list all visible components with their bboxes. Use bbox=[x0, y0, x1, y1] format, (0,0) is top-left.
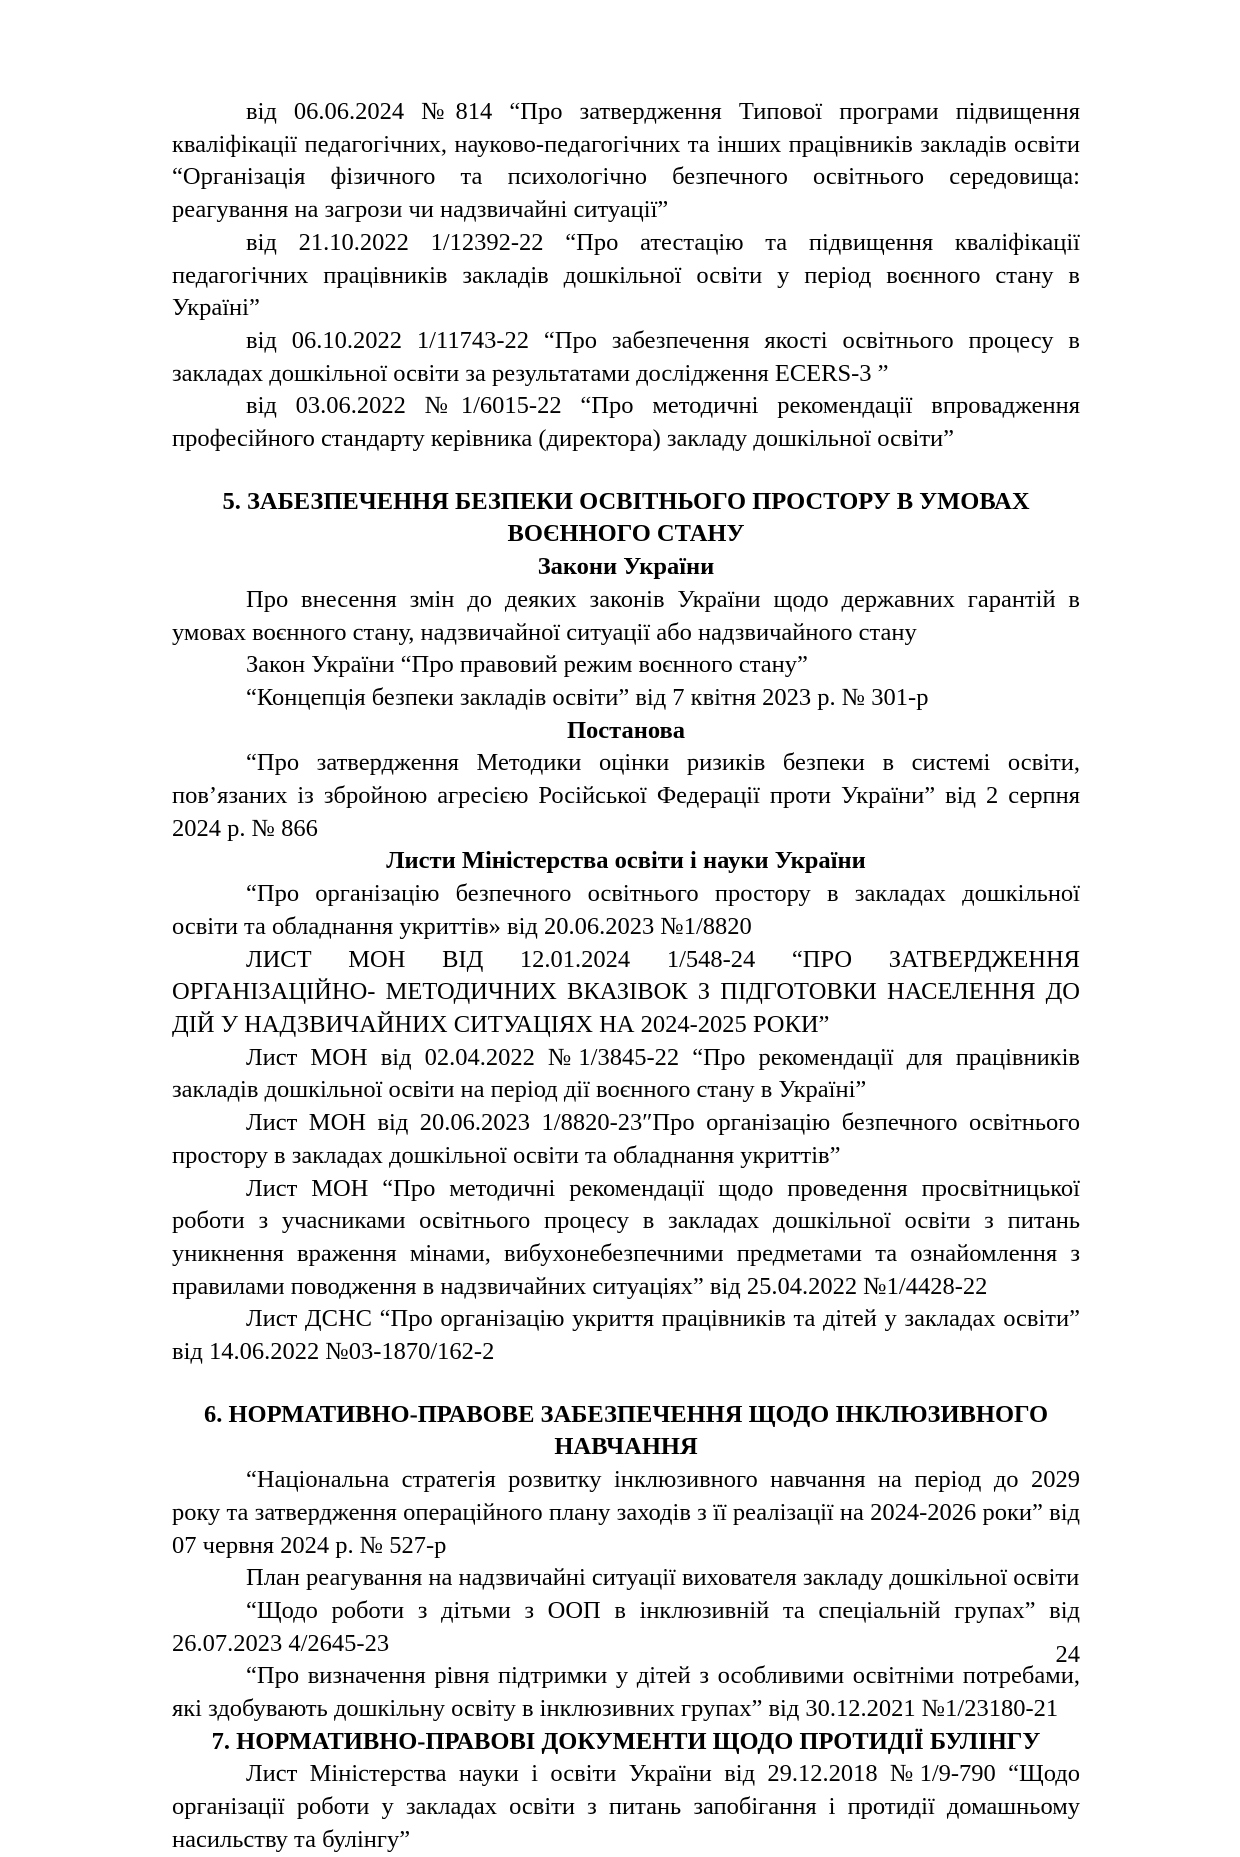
paragraph-letter-dsns: Лист ДСНС “Про організацію укриття працівників та дітей у закладах освіти” від 14.06.2022 №03-1870/162-2 bbox=[172, 1305, 1080, 1366]
paragraph-letter-4428-22: Лист МОН “Про методичні рекомендації щодо проведення просвітницької роботи з учасниками освітнього процесу в закладах дошкільної освіти з питань уникнення враження мінами, вибухонебезпечними предметами та ознайомлення з правилами поводження в надзвичайних ситуаціях” від 25.04.2022 №1/4428-22 bbox=[172, 1174, 1080, 1300]
paragraph-letter-1-8820: “Про організацію безпечного освітнього простору в закладах дошкільної освіти та обладнання укриттів» від 20.06.2023 №1/8820 bbox=[172, 880, 1080, 940]
paragraph-letter-3845-22: Лист МОН від 02.04.2022 №1/3845-22 “Про рекомендації для працівників закладів дошкільної освіти на період дії воєнного стану в Україні” bbox=[172, 1043, 1080, 1104]
paragraph-oop-2645-23: “Щодо роботи з дітьми з ООП в інклюзивній та спеціальній групах” від 26.07.2023 4/2645-23 bbox=[172, 1596, 1080, 1657]
paragraph-order-814: від 06.06.2024 №814 “Про затвердження Типової програми підвищення кваліфікації педагогічних, науково-педагогічних та інших працівників закладів освіти “Організація фізичного та психологічно безпечного освітнього середовища: реагування на загрози чи надзвичайні ситуації” bbox=[172, 98, 1080, 224]
subheading-mon-letters: Листи Міністерства освіти і науки України bbox=[386, 847, 866, 875]
paragraph-letter-9-790: Лист Міністерства науки і освіти України від 29.12.2018 №1/9-790 “Щодо організації роботи у закладах освіти з питань запобігання і протидії домашньому насильству та булінгу” bbox=[172, 1760, 1080, 1853]
paragraph-support-level-23180-21: “Про визначення рівня підтримки у дітей з особливими освітніми потребами, які здобувають дошкільну освіту в інклюзивних групах” від 30.12.2021 №1/23180-21 bbox=[172, 1662, 1080, 1723]
paragraph-concept-301-r: “Концепція безпеки закладів освіти” від 7 квітня 2023 р. № 301-р bbox=[246, 683, 929, 711]
section-5-heading-line-1: 5. ЗАБЕЗПЕЧЕННЯ БЕЗПЕКИ ОСВІТНЬОГО ПРОСТОРУ В УМОВАХ bbox=[222, 487, 1030, 515]
paragraph-letter-6015-22: від 03.06.2022 №1/6015-22 “Про методичні рекомендації впровадження професійного стандарту керівника (директора) закладу дошкільної освіти” bbox=[172, 392, 1080, 453]
paragraph-law-martial-regime: Закон України “Про правовий режим воєнного стану” bbox=[246, 651, 808, 679]
page-number: 24 bbox=[1055, 1640, 1080, 1668]
spacer-before-section-5 bbox=[172, 456, 1080, 486]
paragraph-letter-12392-22: від 21.10.2022 1/12392-22 “Про атестацію та підвищення кваліфікації педагогічних працівників закладів дошкільної освіти у період воєнного стану в Україні” bbox=[172, 228, 1080, 322]
section-6-heading-line-1: 6. НОРМАТИВНО-ПРАВОВЕ ЗАБЕЗПЕЧЕННЯ ЩОДО ІНКЛЮЗИВНОГО bbox=[203, 1400, 1049, 1428]
paragraph-emergency-response-plan: План реагування на надзвичайні ситуації вихователя закладу дошкільної освіти bbox=[246, 1564, 1080, 1592]
section-7-heading: 7. НОРМАТИВНО-ПРАВОВІ ДОКУМЕНТИ ЩОДО ПРОТИДІЇ БУЛІНГУ bbox=[211, 1727, 1041, 1755]
paragraph-resolution-866: “Про затвердження Методики оцінки ризиків безпеки в системі освіти, пов’язаних із збройною агресією Російської Федерації проти України” від 2 серпня 2024 р. № 866 bbox=[172, 749, 1080, 842]
paragraph-letter-8820-23: Лист МОН від 20.06.2023 1/8820-23″Про організацію безпечного освітнього простору в закладах дошкільної освіти та обладнання укриттів” bbox=[172, 1109, 1080, 1169]
section-5-heading-line-2: ВОЄННОГО СТАНУ bbox=[507, 520, 745, 548]
paragraph-letter-548-24: ЛИСТ МОН ВІД 12.01.2024 1/548-24 “ПРО ЗАТВЕРДЖЕННЯ ОРГАНІЗАЦІЙНО- МЕТОДИЧНИХ ВКАЗІВОК З ПІДГОТОВКИ НАСЕЛЕННЯ ДО ДІЙ У НАДЗВИЧАЙНИХ СИТУАЦІЯХ НА 2024-2025 РОКИ” bbox=[172, 945, 1080, 1038]
subheading-resolution: Постанова bbox=[566, 716, 685, 744]
paragraph-law-amendments: Про внесення змін до деяких законів України щодо державних гарантій в умовах воєнного стану, надзвичайної ситуації або надзвичайного стану bbox=[172, 585, 1080, 646]
section-6-heading-line-2: НАВЧАННЯ bbox=[554, 1433, 698, 1461]
paragraph-letter-11743-22: від 06.10.2022 1/11743-22 “Про забезпечення якості освітнього процесу в закладах дошкільної освіти за результатами дослідження ECERS-3 ” bbox=[172, 326, 1080, 387]
spacer-before-section-6 bbox=[172, 1369, 1080, 1399]
subheading-laws-of-ukraine: Закони України bbox=[537, 553, 715, 581]
paragraph-strategy-527-r: “Національна стратегія розвитку інклюзивного навчання на період до 2029 року та затвердження операційного плану заходів з її реалізації на 2024-2026 роки” від 07 червня 2024 р. № 527-р bbox=[172, 1466, 1080, 1559]
